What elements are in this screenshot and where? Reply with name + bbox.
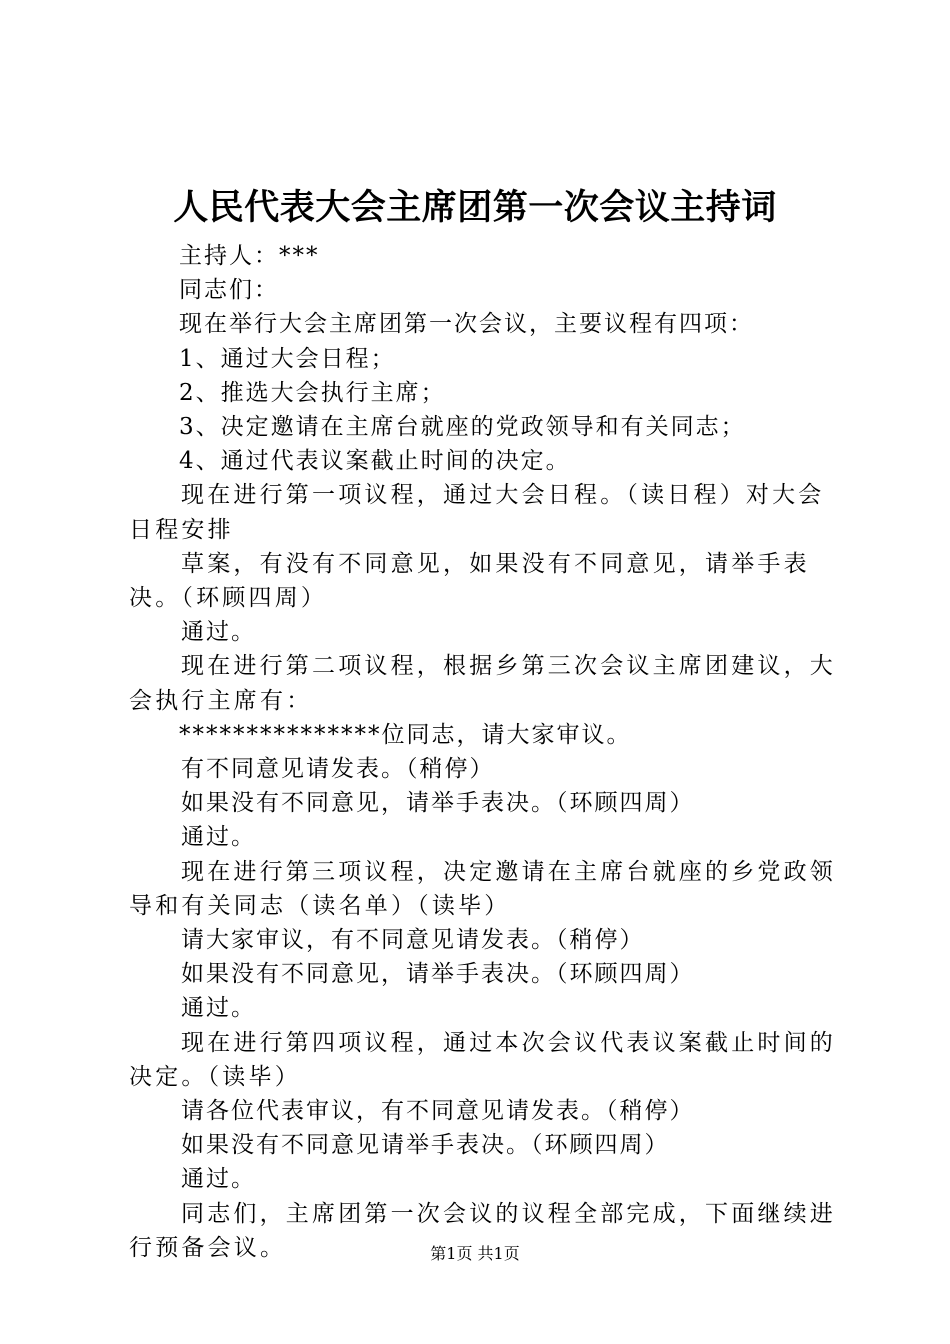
agenda-4-opinion-line: 请各位代表审议，有不同意见请发表。（稍停） [181,1098,695,1125]
agenda-4-paragraph: 现在进行第四项议程，通过本次会议代表议案截止时间的决定。（读毕） [129,1029,836,1090]
agenda-1-vote-paragraph: 草案，有没有不同意见，如果没有不同意见，请举手表决。（环顾四周） [129,550,810,612]
agenda-intro-line: 现在举行大会主席团第一次会议，主要议程有四项： [179,311,754,338]
agenda-item-4: 4、通过代表议案截止时间的决定。 [179,448,571,475]
agenda-1-paragraph: 现在进行第一项议程，通过大会日程。（读日程）对大会日程安排 [129,482,825,543]
agenda-3-opinion-line: 请大家审议，有不同意见请发表。（稍停） [181,927,645,954]
agenda-item-1: 1、通过大会日程； [179,345,396,372]
passed-line-3: 通过。 [181,995,256,1022]
passed-line-4: 通过。 [181,1166,256,1193]
page-footer: 第1页 共1页 [430,1244,520,1263]
agenda-3-paragraph: 现在进行第三项议程，决定邀请在主席台就座的乡党政领导和有关同志（读名单）（读毕） [129,858,836,919]
agenda-2-paragraph: 现在进行第二项议程，根据乡第三次会议主席团建议，大会执行主席有： [129,653,836,714]
salutation-line: 同志们： [179,277,279,304]
document-body [129,239,841,1265]
agenda-2-opinion-line: 有不同意见请发表。（稍停） [181,756,495,783]
agenda-item-3: 3、决定邀请在主席台就座的党政领导和有关同志； [179,414,746,441]
host-line: 主持人：*** [179,243,320,269]
document-title: 人民代表大会主席团第一次会议主持词 [173,187,777,228]
agenda-2-vote-line: 如果没有不同意见，请举手表决。（环顾四周） [181,790,695,817]
agenda-4-vote-line: 如果没有不同意见请举手表决。（环顾四周） [181,1132,670,1159]
agenda-item-2: 2、推选大会执行主席； [179,379,446,406]
passed-line-2: 通过。 [181,824,256,851]
closing-paragraph: 同志们，主席团第一次会议的议程全部完成，下面继续进行预备会议。 [129,1200,836,1261]
passed-line-1: 通过。 [181,619,256,646]
agenda-2-names-line: ***************位同志，请大家审议。 [179,721,632,748]
agenda-3-vote-line: 如果没有不同意见，请举手表决。（环顾四周） [181,961,695,988]
